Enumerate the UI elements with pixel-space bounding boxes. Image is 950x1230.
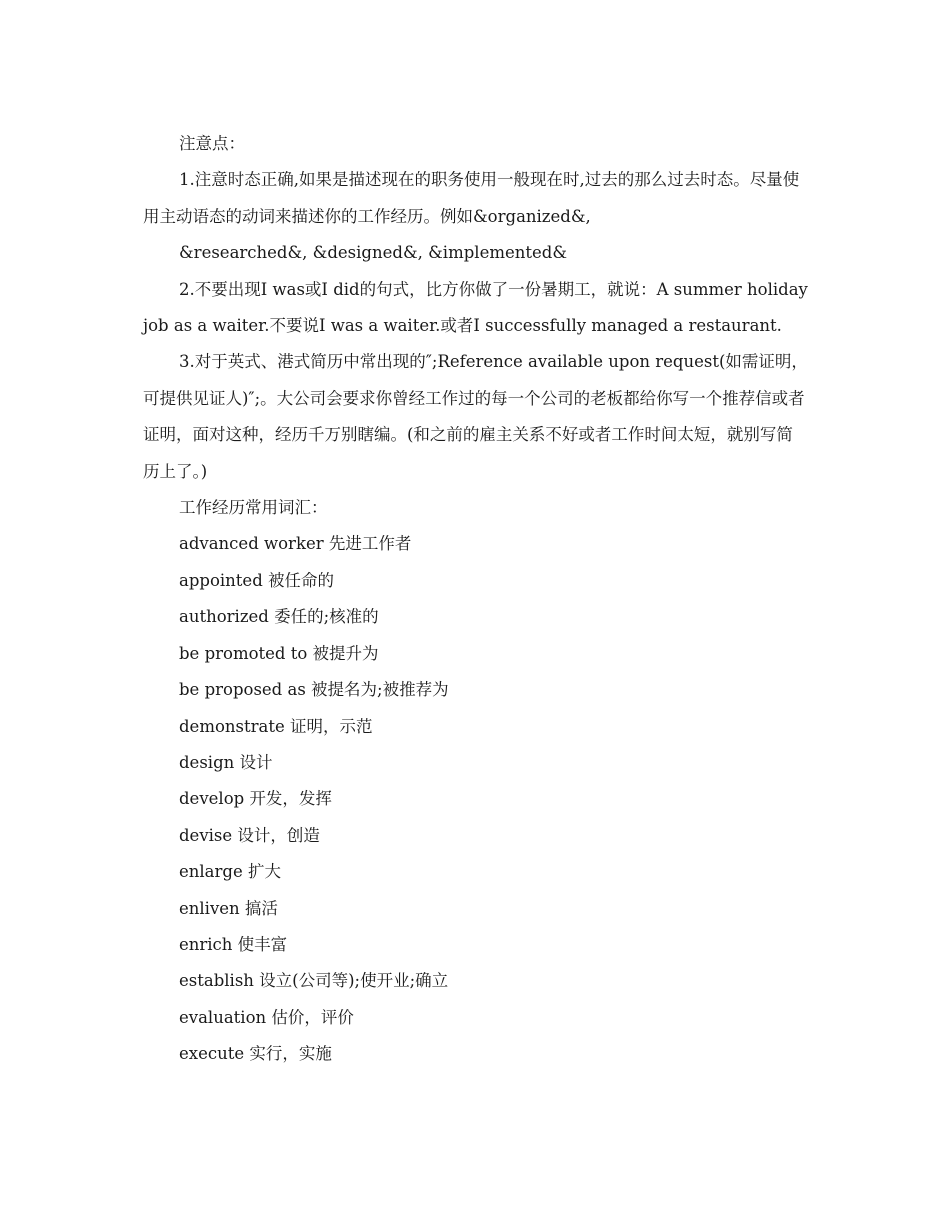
vocab-item: develop 开发，发挥 [179,789,332,809]
vocab-item: execute 实行，实施 [179,1044,332,1064]
notes-heading: 注意点： [179,134,245,153]
vocab-item: demonstrate 证明，示范 [179,716,373,736]
vocab-item: devise 设计，创造 [179,825,320,845]
note-1: 1.注意时态正确,如果是描述现在的职务使用一般现在时,过去的那么过去时态。尽量使用主动语态的动词来描述你的工作经历。例如&organized&, [143,170,800,226]
vocab-heading: 工作经历常用词汇： [179,498,328,518]
document-body [143,126,814,1073]
vocab-item: advanced worker 先进工作者 [179,534,412,554]
vocab-item: appointed 被任命的 [179,570,335,590]
vocab-item: be proposed as 被提名为;被推荐为 [179,680,449,700]
vocab-item: establish 设立(公司等);使开业;确立 [179,971,449,991]
note-3: 3.对于英式、港式简历中常出现的″;Reference available upon request(如需证明，可提供见证人)″;。大公司会要求你曾经工作过的每一个公司的老板都给你写一个推荐信或者证明，面对这种，经历千万别瞎编。(和之前的雇主关系不好或者工作时间太短，就别写简历上了。) [143,352,808,481]
vocab-item: be promoted to 被提升为 [179,643,379,663]
vocab-list [143,526,808,1072]
vocab-item: enliven 搞活 [179,898,278,918]
vocab-item: authorized 委任的;核准的 [179,607,379,627]
vocab-item: enlarge 扩大 [179,862,281,882]
vocab-item: design 设计 [179,752,273,772]
vocab-item: enrich 使丰富 [179,934,288,954]
note-2: 2.不要出现I was或I did的句式，比方你做了一份暑期工，就说：A summer holiday job as a waiter.不要说I was a waiter.或者I successfully managed a restaurant. [143,279,814,336]
note-1-continued: &researched&, &designed&, &implemented& [179,243,568,263]
vocab-item: evaluation 估价，评价 [179,1007,354,1027]
